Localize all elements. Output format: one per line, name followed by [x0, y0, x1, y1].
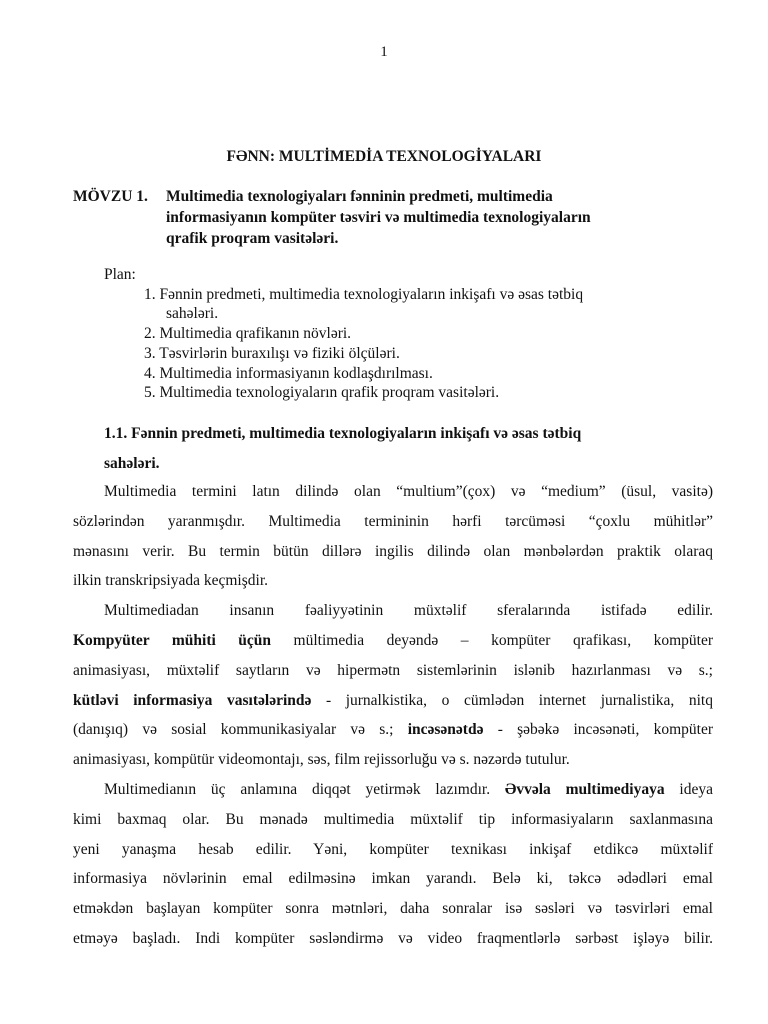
- body-line-text: mənasını verir. Bu termin bütün dillərə ingilis dilində olan mənbələrdən praktik olaraq: [73, 542, 713, 560]
- body-line: [73, 566, 713, 596]
- plan-item: 5. Multimedia texnologiyaların qrafik proqram vasitələri.: [144, 384, 500, 402]
- emphasis-text: Kompyüter mühiti üçün: [73, 631, 272, 649]
- topic-title: [73, 186, 713, 249]
- plan-item: 3. Təsvirlərin buraxılışı və fiziki ölçüləri.: [144, 344, 400, 362]
- body-line-text: informasiya növlərinin emal edilməsinə imkan yarandı. Belə ki, təkcə ədədləri emal: [73, 870, 713, 888]
- body-line-text: mültimedia deyəndə – kompüter qrafikası, kompüter: [271, 631, 713, 649]
- plan-item: 2. Multimedia qrafikanın növləri.: [144, 325, 352, 343]
- plan-item-text: 1. Fənnin predmeti, multimedia texnologiyaların inkişafı və əsas tətbiq: [144, 285, 584, 303]
- plan-section: [104, 265, 583, 403]
- body-line-text: - şəbəkə incəsənəti, kompüter: [483, 721, 713, 739]
- emphasis-text: kütləvi informasiya vasıtələrində: [73, 691, 312, 709]
- body-line: [73, 596, 713, 626]
- body-line-text: etməyə başladı. Indi kompüter səsləndirmə və video fraqmentlərlə sərbəst işləyə bilir.: [73, 929, 713, 947]
- plan-item: [104, 285, 583, 324]
- body-line: [73, 805, 713, 835]
- body-line: [73, 864, 713, 894]
- body-line: [73, 477, 713, 507]
- body-line-text: kimi baxmaq olar. Bu mənadə multimedia müxtəlif tip informasiyaların saxlanmasına: [73, 810, 713, 828]
- subject-heading: FƏNN: MULTİMEDİA TEXNOLOGİYALARI: [226, 148, 542, 165]
- body-line: [73, 686, 713, 716]
- body-line-text: ideya: [664, 780, 713, 798]
- topic-label: MÖVZU 1.: [73, 188, 148, 205]
- body-text: [73, 477, 713, 954]
- emphasis-text: Əvvəla multimediyaya: [504, 780, 665, 798]
- body-line-text: Multimediadan insanın fəaliyyətinin müxtəlif sferalarında istifadə edilir.: [104, 602, 713, 620]
- body-line: [73, 715, 713, 745]
- body-line: [73, 507, 713, 537]
- body-line: [73, 626, 713, 656]
- body-line-text: yeni yanaşma hesab edilir. Yəni, kompüter texnikası inkişaf etdikcə müxtəlif: [73, 840, 713, 858]
- body-line: [73, 745, 713, 775]
- body-line: [73, 775, 713, 805]
- body-line: [73, 894, 713, 924]
- body-line: [73, 537, 713, 567]
- body-line-text: animasiyası, kompütür videomontajı, səs, film rejissorluğu və s. nəzərdə tutulur.: [73, 751, 570, 769]
- body-line-text: animasiyası, müxtəlif saytların və hipermətn sistemlərinin islənib hazırlanması və s.;: [73, 661, 713, 679]
- plan-list: [104, 285, 583, 403]
- plan-item: 4. Multimedia informasiyanın kodlaşdırılması.: [144, 364, 433, 382]
- body-line-text: ilkin transkripsiyada keçmişdir.: [73, 572, 269, 590]
- emphasis-text: incəsənətdə: [407, 721, 484, 739]
- body-line-text: - jurnalkistika, o cümlədən internet jurnalistika, nitq: [311, 691, 713, 709]
- plan-title: Plan:: [104, 266, 136, 283]
- body-line-text: sözlərindən yaranmışdır. Multimedia termininin hərfi tərcüməsi “çoxlu mühitlər”: [73, 512, 713, 530]
- body-line: [73, 835, 713, 865]
- body-line-text: (danışıq) və sosial kommunikasiyalar və s.;: [73, 721, 408, 739]
- body-line: [73, 924, 713, 954]
- topic-line-3: qrafik proqram vasitələri.: [166, 230, 339, 247]
- body-line-text: Multimedianın üç anlamına diqqət yetirmək lazımdır.: [104, 780, 505, 798]
- topic-line-2: informasiyanın kompüter təsviri və multimedia texnologiyaların: [166, 209, 591, 226]
- section-heading-line-1: 1.1. Fənnin predmeti, multimedia texnologiyaların inkişafı və əsas tətbiq: [104, 425, 582, 442]
- body-line-text: etməkdən başlayan kompüter sonra mətnləri, daha sonralar isə səsləri və təsvirləri emal: [73, 900, 713, 918]
- page-number: 1: [380, 44, 388, 60]
- section-heading: [104, 419, 714, 478]
- body-line: [73, 656, 713, 686]
- section-heading-line-2: sahələri.: [104, 454, 160, 472]
- topic-line-1: Multimedia texnologiyaları fənninin predmeti, multimedia: [166, 188, 553, 205]
- plan-item-text-cont: sahələri.: [166, 305, 219, 323]
- body-line-text: Multimedia termini latın dilində olan “multium”(çox) və “medium” (üsul, vasitə): [104, 483, 713, 500]
